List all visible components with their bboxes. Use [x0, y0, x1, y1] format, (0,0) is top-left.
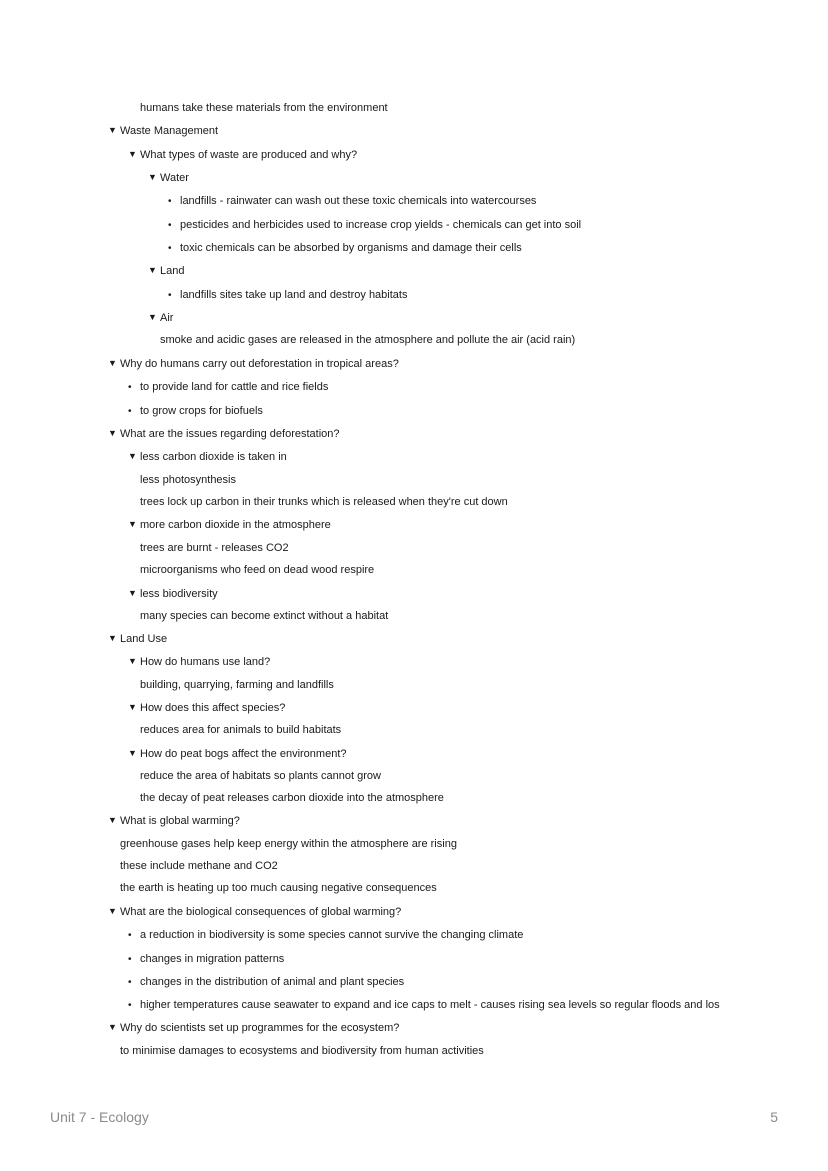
text-line: to minimise damages to ecosystems and biodiversity from human activities — [120, 1045, 484, 1057]
toggle-heading[interactable]: ▼ How do humans use land? — [128, 655, 270, 669]
text-line: smoke and acidic gases are released in the atmosphere and pollute the air (acid rain) — [160, 334, 576, 346]
toggle-heading[interactable]: ▼ less biodiversity — [128, 587, 218, 601]
text-line: humans take these materials from the environment — [140, 102, 388, 114]
toggle-heading[interactable]: ▼ What is global warming? — [108, 814, 240, 828]
text-line: microorganisms who feed on dead wood respire — [140, 564, 375, 576]
toggle-heading[interactable]: ▼ Why do scientists set up programmes for the ecosystem? — [108, 1021, 399, 1035]
text-line: less photosynthesis — [140, 474, 236, 486]
bullet-item: • to grow crops for biofuels — [128, 404, 263, 419]
text-line: the decay of peat releases carbon dioxide into the atmosphere — [140, 792, 444, 804]
toggle-heading[interactable]: ▼ less carbon dioxide is taken in — [128, 450, 287, 464]
toggle-heading[interactable]: ▼ What types of waste are produced and why? — [128, 148, 357, 162]
text-line: reduce the area of habitats so plants cannot grow — [140, 770, 381, 782]
bullet-item: • higher temperatures cause seawater to expand and ice caps to melt - causes rising sea levels so regular floods and los — [128, 998, 720, 1013]
toggle-heading[interactable]: ▼ How does this affect species? — [128, 701, 285, 715]
toggle-heading[interactable]: ▼ What are the issues regarding deforestation? — [108, 427, 340, 441]
page-number: 5 — [770, 1109, 778, 1125]
toggle-heading[interactable]: ▼ Air — [148, 311, 173, 325]
bullet-item: • to provide land for cattle and rice fields — [128, 380, 328, 395]
text-line: many species can become extinct without a habitat — [140, 610, 389, 622]
toggle-heading[interactable]: ▼ Land Use — [108, 632, 167, 646]
toggle-heading[interactable]: ▼ Why do humans carry out deforestation in tropical areas? — [108, 357, 399, 371]
bullet-item: • pesticides and herbicides used to increase crop yields - chemicals can get into soil — [168, 218, 581, 233]
toggle-heading[interactable]: ▼ Waste Management — [108, 124, 218, 138]
bullet-item: • a reduction in biodiversity is some species cannot survive the changing climate — [128, 928, 523, 943]
bullet-item: • toxic chemicals can be absorbed by organisms and damage their cells — [168, 241, 522, 256]
text-line: building, quarrying, farming and landfills — [140, 679, 334, 691]
footer-title: Unit 7 - Ecology — [50, 1109, 149, 1125]
text-line: greenhouse gases help keep energy within the atmosphere are rising — [120, 838, 457, 850]
text-line: reduces area for animals to build habitats — [140, 724, 342, 736]
toggle-heading[interactable]: ▼ Land — [148, 264, 184, 278]
bullet-item: • changes in the distribution of animal and plant species — [128, 975, 404, 990]
bullet-item: • changes in migration patterns — [128, 952, 284, 967]
text-line: these include methane and CO2 — [120, 860, 278, 872]
text-line: trees are burnt - releases CO2 — [140, 542, 289, 554]
bullet-item: • landfills sites take up land and destroy habitats — [168, 288, 407, 303]
bullet-item: • landfills - rainwater can wash out these toxic chemicals into watercourses — [168, 194, 536, 209]
text-line: the earth is heating up too much causing negative consequences — [120, 882, 437, 894]
toggle-heading[interactable]: ▼ How do peat bogs affect the environment? — [128, 747, 347, 761]
toggle-heading[interactable]: ▼ What are the biological consequences of global warming? — [108, 905, 401, 919]
toggle-heading[interactable]: ▼ Water — [148, 171, 189, 185]
text-line: trees lock up carbon in their trunks which is released when they're cut down — [140, 496, 508, 508]
toggle-heading[interactable]: ▼ more carbon dioxide in the atmosphere — [128, 518, 331, 532]
